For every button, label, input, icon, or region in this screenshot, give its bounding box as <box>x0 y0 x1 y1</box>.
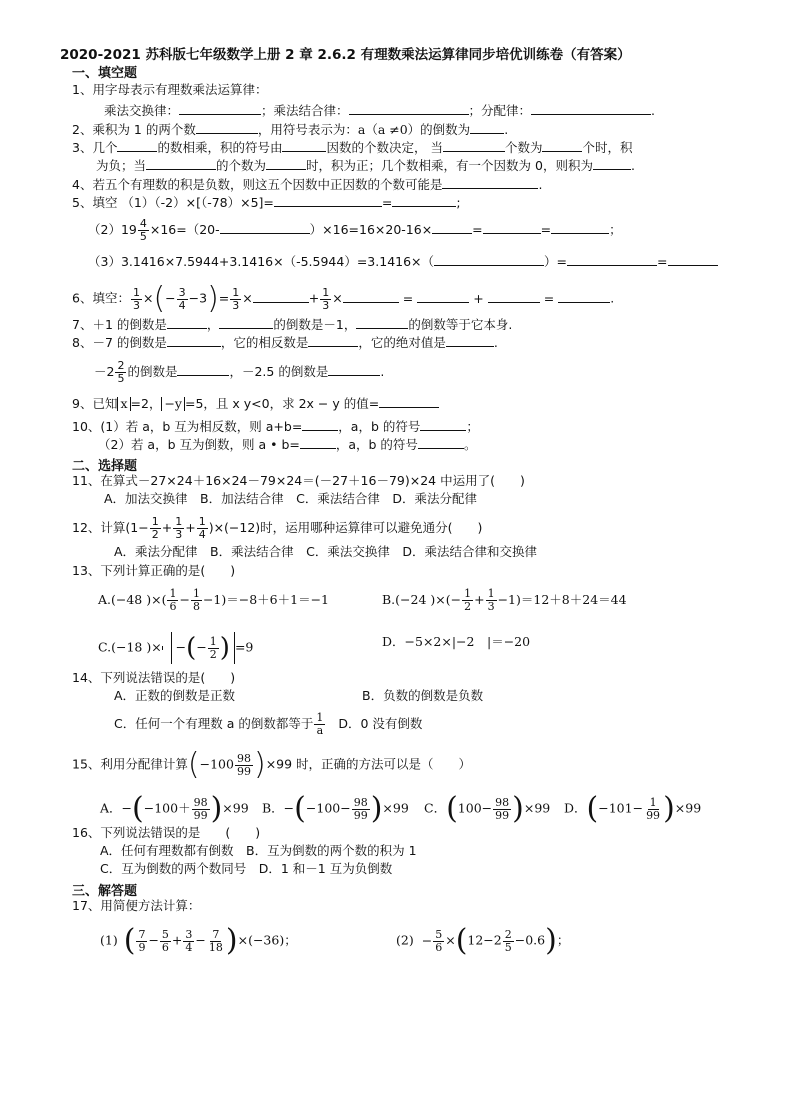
question-5-line-1: 5、填空 （1）（-2）×[（-78）×5]= = ; <box>72 195 461 210</box>
question-14-option-cd: C．任何一个有理数 a 的倒数都等于 $\frac{1}{a}$ D．0 没有倒数 <box>114 711 423 737</box>
question-3-line-1: 3、几个 的数相乘，积的符号由 因数的个数决定， 当 个数为 个时，积 <box>72 140 633 155</box>
blank[interactable] <box>668 253 718 266</box>
question-4: 4、若五个有理数的积是负数，则这五个因数中正因数的个数可能是 . <box>72 177 543 192</box>
blank[interactable] <box>302 418 338 431</box>
blank[interactable] <box>177 363 229 376</box>
blank[interactable] <box>308 334 358 347</box>
section-fill-blank: 一、填空题 <box>72 66 138 81</box>
blank[interactable] <box>392 194 456 207</box>
question-10-line-1: 10、(1）若 a，b 互为相反数，则 a+b= ，a，b 的符号 ； <box>72 419 479 434</box>
question-17-part-1: (1) ( $\frac{7}{9}$ − $\frac{5}{6}$ + $\frac{3}{4}$ − $\frac{7}{18}$ )×(−36)； <box>100 923 297 958</box>
blank[interactable] <box>219 316 273 329</box>
blank[interactable] <box>593 157 631 170</box>
blank[interactable] <box>470 121 504 134</box>
page-title: 2020-2021 苏科版七年级数学上册 2 章 2.6.2 有理数乘法运算律同步培优训练卷（有答案） <box>60 47 631 63</box>
blank[interactable] <box>488 290 540 303</box>
question-15-option-a: A．−(−100＋ $\frac{98}{99}$ )×99 <box>100 791 249 826</box>
question-1-body: 乘法交换律： ；乘法结合律： ；分配律： . <box>104 103 656 118</box>
blank[interactable] <box>300 436 336 449</box>
blank[interactable] <box>196 121 258 134</box>
question-8-line-1: 8、－7 的倒数是 ，它的相反数是 ，它的绝对值是 . <box>72 335 498 350</box>
blank[interactable] <box>343 290 399 303</box>
question-17-part-2: (2) − $\frac{5}{6}$ ×(12−2 $\frac{2}{5}$ −0.6)； <box>396 923 570 958</box>
blank[interactable] <box>432 221 472 234</box>
question-16-stem: 16、下列说法错误的是 ( ) <box>72 825 261 840</box>
blank[interactable] <box>179 102 261 115</box>
question-15-option-d: D．(−101− $\frac{1}{99}$ )×99 <box>564 791 702 826</box>
blank[interactable] <box>117 139 157 152</box>
question-5-line-2: （2）19 $\frac{4}{5}$ ×16=（20- ）×16=16×20-16× = = ； <box>88 217 622 243</box>
blank[interactable] <box>446 334 494 347</box>
blank[interactable] <box>420 418 466 431</box>
question-16-options-ab: A．任何有理数都有倒数 B．互为倒数的两个数的积为 1 <box>100 843 417 858</box>
absolute-value: −y <box>161 397 185 411</box>
fraction: $\frac{4}{5}$ <box>139 217 147 243</box>
question-9: 9、已知 x =2， −y =5，且 x y<0，求 2x − y 的值= <box>72 395 439 412</box>
question-15-option-b: B．−(−100− $\frac{98}{99}$ )×99 <box>262 791 409 826</box>
blank[interactable] <box>167 316 207 329</box>
question-3-line-2: 为负；当 的个数为 时，积为正；几个数相乘，有一个因数为 0，则积为 . <box>96 158 635 173</box>
blank[interactable] <box>349 102 469 115</box>
absolute-value: x <box>117 397 130 411</box>
question-17-stem: 17、用简便方法计算： <box>72 898 201 913</box>
blank[interactable] <box>146 157 216 170</box>
question-13-option-b: B.(−24 )×(− $\frac{1}{2}$ + $\frac{1}{3}$ −1)＝12＋8＋24＝44 <box>382 587 627 613</box>
question-10-line-2: （2）若 a，b 互为倒数，则 a • b= ，a，b 的符号 。 <box>98 437 477 452</box>
question-13-stem: 13、下列计算正确的是( ) <box>72 563 236 578</box>
blank[interactable] <box>483 221 541 234</box>
question-7: 7、＋1 的倒数是 ， 的倒数是－1， 的倒数等于它本身. <box>72 317 513 332</box>
question-14-option-b: B．负数的倒数是负数 <box>362 688 484 703</box>
blank[interactable] <box>531 102 651 115</box>
question-15-option-c: C．(100− $\frac{98}{99}$ )×99 <box>424 791 551 826</box>
blank[interactable] <box>417 290 469 303</box>
blank[interactable] <box>551 221 609 234</box>
blank[interactable] <box>282 139 326 152</box>
section-solutions: 三、解答题 <box>72 884 138 899</box>
question-15-stem: 15、利用分配律计算(−100 $\frac{98}{99}$ )×99 时，正确的方法可以是（ ） <box>72 747 472 782</box>
blank[interactable] <box>379 395 439 408</box>
blank[interactable] <box>418 436 464 449</box>
question-13-option-a: A.(−48 )×( $\frac{1}{6}$ − $\frac{1}{8}$ −1)＝−8＋6＋1＝−1 <box>98 587 330 613</box>
blank[interactable] <box>220 221 310 234</box>
blank[interactable] <box>567 253 657 266</box>
question-12-stem: 12、计算(1− $\frac{1}{2}$ + $\frac{1}{3}$ + $\frac{1}{4}$ )×(−12)时，运用哪种运算律可以避免通分( ) <box>72 515 483 541</box>
blank[interactable] <box>266 157 306 170</box>
blank[interactable] <box>434 253 544 266</box>
section-multiple-choice: 二、选择题 <box>72 459 138 474</box>
question-14-option-a: A．正数的倒数是正数 <box>114 688 236 703</box>
question-13-option-c: C.(−18 )× −(− $\frac{1}{2}$ ) =9 <box>98 633 254 663</box>
question-6: 6、填空： $\frac{1}{3}$ ×(− $\frac{3}{4}$ −3)= $\frac{1}{3}$ × + $\frac{1}{3}$ × = + = . <box>72 281 615 316</box>
blank[interactable] <box>442 176 538 189</box>
question-2: 2、乘积为 1 的两个数 ，用符号表示为：a（a ≠0）的倒数为 . <box>72 122 509 137</box>
question-1-stem: 1、用字母表示有理数乘法运算律： <box>72 82 268 97</box>
blank[interactable] <box>356 316 408 329</box>
blank[interactable] <box>328 363 380 376</box>
question-8-line-2: －2 $\frac{2}{5}$ 的倒数是 ，－2.5 的倒数是 . <box>94 359 385 385</box>
question-11-options: A．加法交换律 B．加法结合律 C．乘法结合律 D．乘法分配律 <box>104 491 477 506</box>
question-12-options: A．乘法分配律 B．乘法结合律 C．乘法交换律 D．乘法结合律和交换律 <box>114 544 537 559</box>
blank[interactable] <box>542 139 582 152</box>
blank[interactable] <box>274 194 382 207</box>
question-5-line-3: （3）3.1416×7.5944+3.1416×（-5.5944）=3.1416×（ ）= = <box>88 253 718 270</box>
blank[interactable] <box>443 139 505 152</box>
question-14-stem: 14、下列说法错误的是( ) <box>72 670 236 685</box>
question-16-options-cd: C．互为倒数的两个数同号 D．1 和－1 互为负倒数 <box>100 861 393 876</box>
blank[interactable] <box>167 334 221 347</box>
question-11-stem: 11、在算式－27×24＋16×24－79×24＝(－27＋16－79)×24 中运用了( ) <box>72 473 525 488</box>
blank[interactable] <box>558 290 610 303</box>
question-13-option-d: D．−5×2×|−2 |＝−20 <box>382 634 531 649</box>
blank[interactable] <box>253 290 309 303</box>
